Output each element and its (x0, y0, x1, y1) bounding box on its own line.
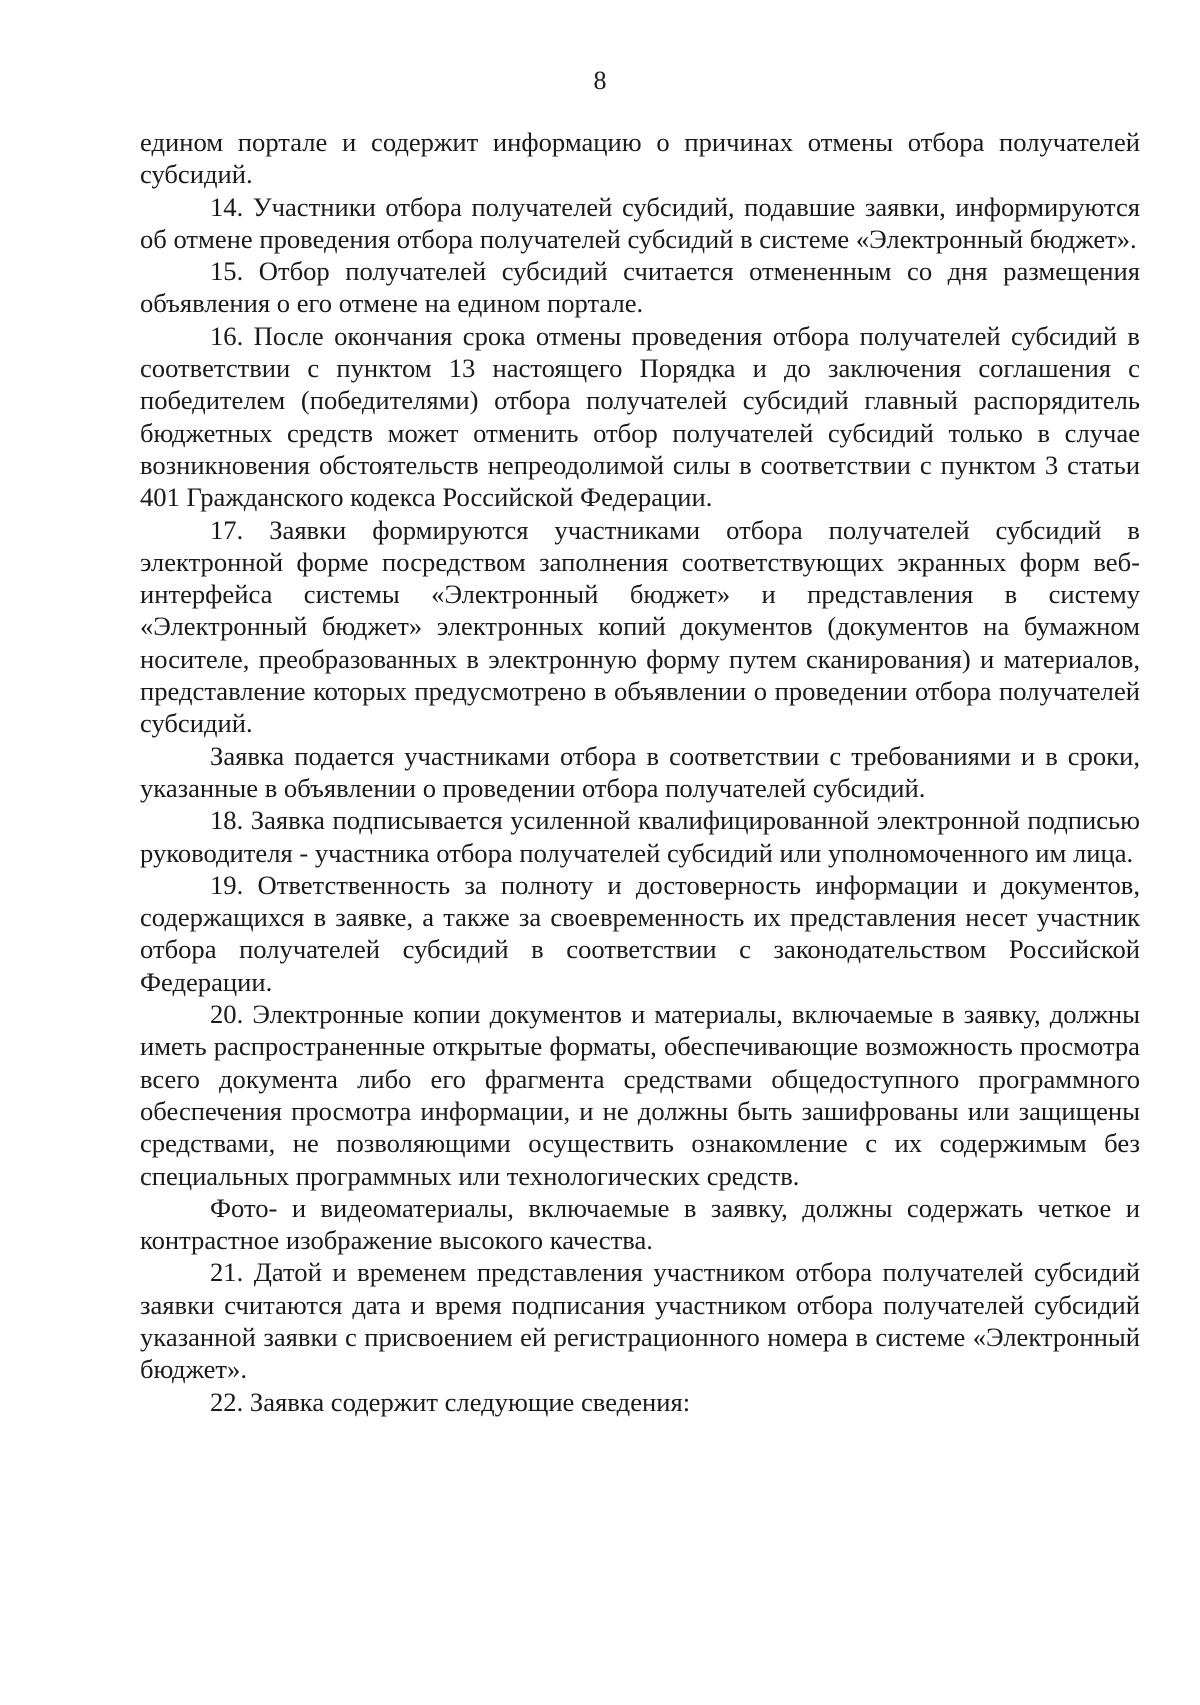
paragraph-18: 18. Заявка подписывается усиленной квалифицированной электронной подписью руководителя - участника отбора получателей субсидий или уполномоченного им лица. (140, 805, 1140, 868)
paragraph-21: 21. Датой и временем представления участником отбора получателей субсидий заявки считаются дата и время подписания участником отбора получателей субсидий указанной заявки с присвоением ей регистрационного номера в системе «Электронный бюджет». (140, 1257, 1140, 1385)
page-number: 8 (593, 66, 607, 95)
paragraph-15: 15. Отбор получателей субсидий считается отмененным со дня размещения объявления о его отмене на едином портале. (140, 256, 1140, 319)
paragraph-17-submission: Заявка подается участниками отбора в соответствии с требованиями и в сроки, указанные в объявлении о проведении отбора получателей субсидий. (140, 740, 1140, 803)
paragraph-22: 22. Заявка содержит следующие сведения: (210, 1386, 691, 1417)
paragraph-continuation: едином портале и содержит информацию о причинах отмены отбора получателей субсидий. (140, 127, 1140, 190)
paragraph-19: 19. Ответственность за полноту и достоверность информации и документов, содержащихся в заявке, а также за своевременность их представления несет участник отбора получателей субсидий в соответствии с законодательством Российской Федерации. (140, 869, 1140, 997)
paragraph-16: 16. После окончания срока отмены проведения отбора получателей субсидий в соответствии с пунктом 13 настоящего Порядка и до заключения соглашения с победителем (победителями) отбора получателей субсидий главный распорядитель бюджетных средств может отменить отбор получателей субсидий только в случае возникновения обстоятельств непреодолимой силы в соответствии с пунктом 3 статьи 401 Гражданского кодекса Российской Федерации. (140, 320, 1140, 513)
paragraph-14: 14. Участники отбора получателей субсидий, подавшие заявки, информируются об отмене проведения отбора получателей субсидий в системе «Электронный бюджет». (140, 191, 1140, 254)
paragraph-20-media: Фото- и видеоматериалы, включаемые в заявку, должны содержать четкое и контрастное изображение высокого качества. (140, 1192, 1140, 1256)
paragraph-17: 17. Заявки формируются участниками отбора получателей субсидий в электронной форме посредством заполнения соответствующих экранных форм веб-интерфейса системы «Электронный бюджет» и представления в систему «Электронный бюджет» электронных копий документов (документов на бумажном носителе, преобразованных в электронную форму путем сканирования) и материалов, представление которых предусмотрено в объявлении о проведении отбора получателей субсидий. (140, 514, 1140, 739)
document-body (140, 126, 1140, 1418)
paragraph-20: 20. Электронные копии документов и материалы, включаемые в заявку, должны иметь распространенные открытые форматы, обеспечивающие возможность просмотра всего документа либо его фрагмента средствами общедоступного программного обеспечения просмотра информации, и не должны быть зашифрованы или защищены средствами, не позволяющими осуществить ознакомление с их содержимым без специальных программных или технологических средств. (140, 999, 1140, 1191)
